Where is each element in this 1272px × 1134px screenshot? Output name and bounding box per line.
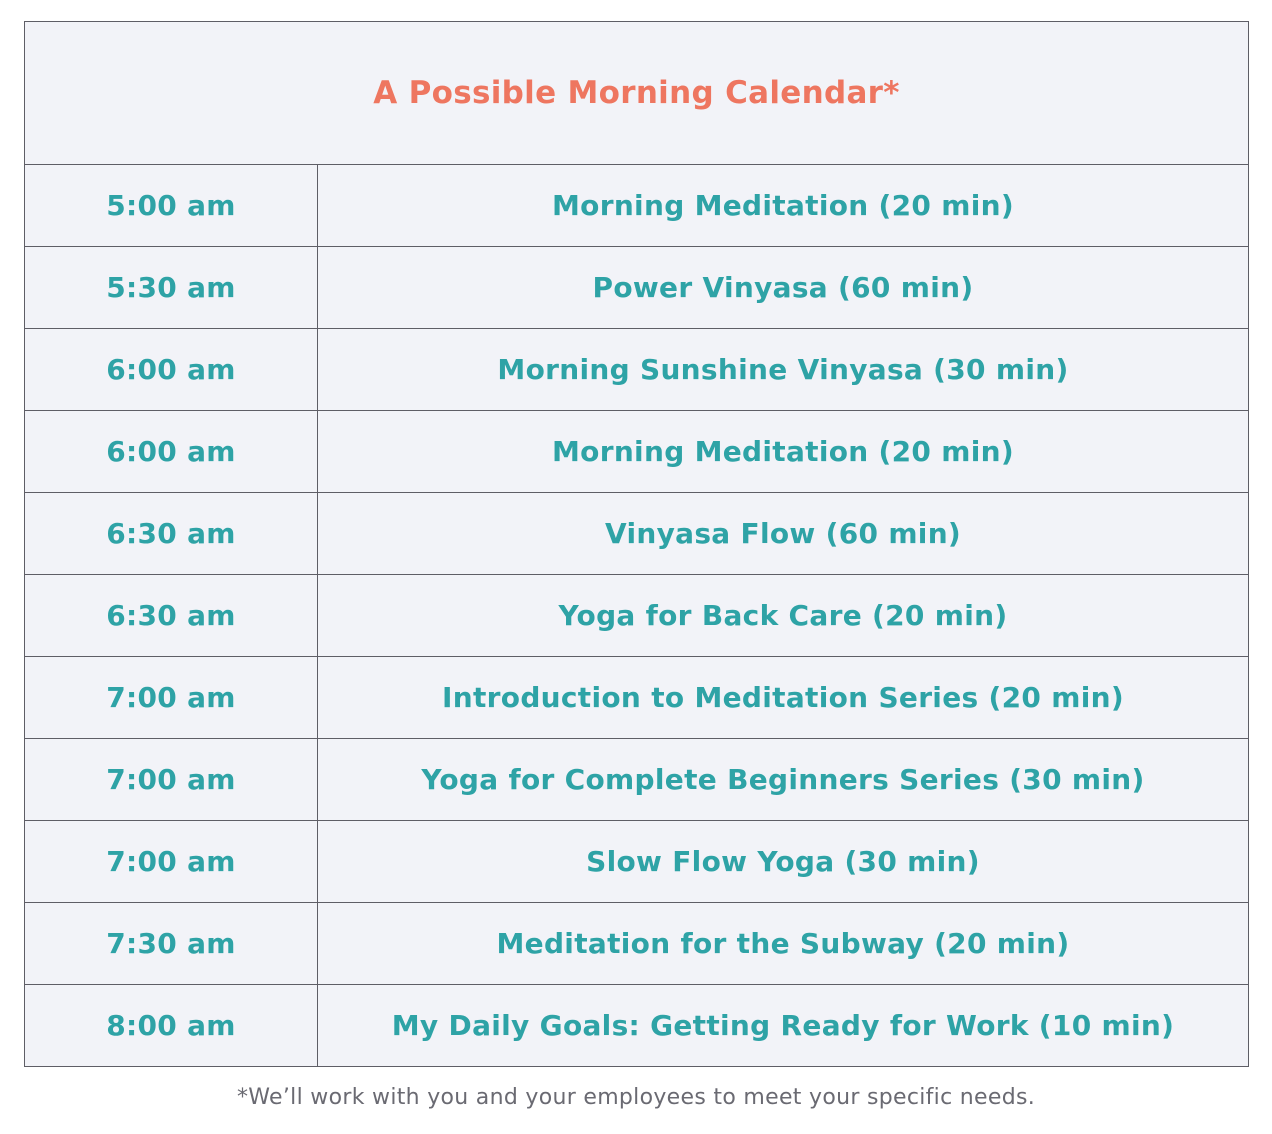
table-row xyxy=(25,985,1249,1067)
session-cell: Power Vinyasa (60 min) xyxy=(318,247,1249,329)
table-row xyxy=(25,411,1249,493)
table-row xyxy=(25,575,1249,657)
time-cell: 7:30 am xyxy=(25,903,318,985)
table-row xyxy=(25,329,1249,411)
table-row xyxy=(25,821,1249,903)
time-cell: 5:00 am xyxy=(25,165,318,247)
table-row xyxy=(25,739,1249,821)
time-cell: 7:00 am xyxy=(25,739,318,821)
time-cell: 5:30 am xyxy=(25,247,318,329)
session-cell: Introduction to Meditation Series (20 min) xyxy=(318,657,1249,739)
table-row xyxy=(25,657,1249,739)
calendar-title: A Possible Morning Calendar* xyxy=(25,22,1249,165)
table-row xyxy=(25,165,1249,247)
session-cell: Morning Meditation (20 min) xyxy=(318,411,1249,493)
session-cell: Vinyasa Flow (60 min) xyxy=(318,493,1249,575)
session-cell: Slow Flow Yoga (30 min) xyxy=(318,821,1249,903)
time-cell: 7:00 am xyxy=(25,657,318,739)
session-cell: My Daily Goals: Getting Ready for Work (10 min) xyxy=(318,985,1249,1067)
session-cell: Morning Sunshine Vinyasa (30 min) xyxy=(318,329,1249,411)
morning-calendar-table xyxy=(24,21,1249,1067)
time-cell: 6:00 am xyxy=(25,329,318,411)
session-cell: Meditation for the Subway (20 min) xyxy=(318,903,1249,985)
table-row xyxy=(25,903,1249,985)
time-cell: 6:00 am xyxy=(25,411,318,493)
session-cell: Yoga for Complete Beginners Series (30 min) xyxy=(318,739,1249,821)
time-cell: 7:00 am xyxy=(25,821,318,903)
time-cell: 6:30 am xyxy=(25,493,318,575)
time-cell: 8:00 am xyxy=(25,985,318,1067)
table-row xyxy=(25,493,1249,575)
table-row xyxy=(25,247,1249,329)
footnote: *We’ll work with you and your employees to meet your specific needs. xyxy=(236,1085,1036,1110)
session-cell: Morning Meditation (20 min) xyxy=(318,165,1249,247)
time-cell: 6:30 am xyxy=(25,575,318,657)
session-cell: Yoga for Back Care (20 min) xyxy=(318,575,1249,657)
